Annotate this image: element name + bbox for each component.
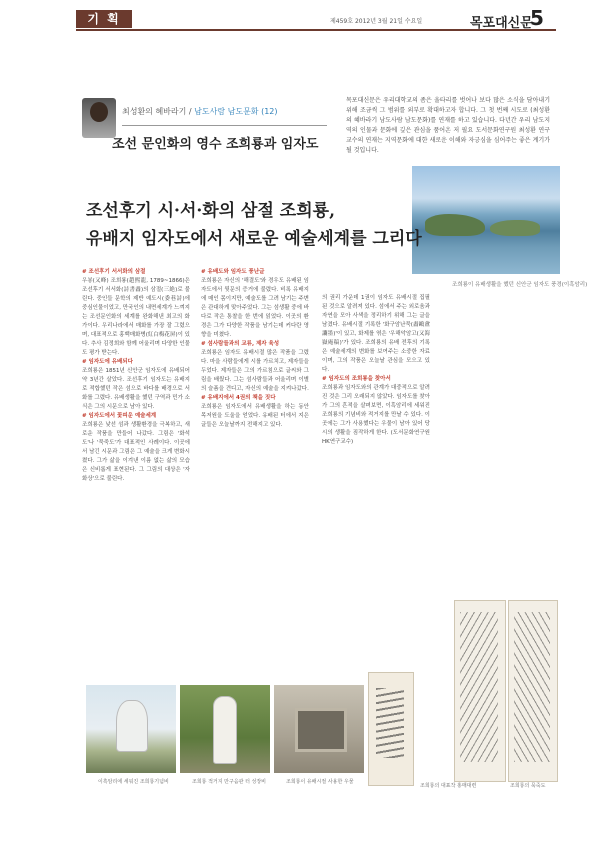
section-heading: # 조선후기 서서화의 삼절	[82, 269, 146, 275]
memorial-stone	[116, 700, 148, 752]
body-column-3	[322, 294, 430, 447]
body-paragraph: 조희룡은 낯선 섬과 생활환경을 극복하고, 새로운 작품을 만들어 나갔다. 그림은 '화석도'나 '묵죽도'가 대표적인 사례이다. 이곳에서 남긴 시문과 그림은 그 예술을 크게 변화시켰다. 그가 삶을 이겨낸 이름 없는 삶의 모습은 신비롭게 표현된다. 그 그림의 대상은 '자화상'으로 불린다.	[82, 422, 190, 482]
site-stone	[213, 696, 237, 764]
banner-caption: 조희룡이 유배생활을 했던 신안군 임자도 풍경(이흑암리)	[452, 282, 588, 288]
series-name: 남도사람 남도문화 (12)	[194, 107, 278, 116]
photo-caption: 조희룡의 묵죽도	[510, 783, 546, 789]
body-paragraph: 조희룡과 임자도와의 관계가 대중적으로 알려진 것은 그리 오래되지 않았다. 임자도를 찾아가 그의 흔적을 살펴보면, 이흑암리에 세워진 조희룡의 기념비와 적거지를 만날 수 있다. 이곳에는 그가 사용했다는 우물이 남아 있어 당시의 생활을 짐작하게 한다. (도서문화연구원 HK연구교수)	[322, 385, 430, 445]
body-paragraph: 조희룡은 1851년 신안군 임자도에 유배되어 약 3년간 살았다. 조선후기 임자도는 유배지로 적합했던 작은 섬으로 바다를 배경으로 서화를 그렸다. 유배생활을 했던 구역과 민가 소식은 그의 시문으로 남아 있다.	[82, 368, 190, 410]
section-heading: # 유배도와 임자도 풍난글	[201, 269, 265, 275]
section-heading: # 임자도에 유배되다	[82, 359, 133, 365]
section-heading: # 임자도에서 꽃피운 예술세계	[82, 413, 157, 419]
well-shape	[295, 708, 347, 752]
body-paragraph: 조희룡은 자신의 '해결도'와 경우도 유배된 임자도에서 뒷문의 증거에 불렸다. 비록 유배지에 매인 몸이지만, 예술도를 그려 남기는 주변은 관대하게 맞아주었다. 그는 섬생활 중에 바다로 작은 통찰을 한 번에 읽었다. 이곳의 환경은 그가 다양한 작품을 남기는데 커다란 영향을 미쳤다.	[201, 278, 309, 338]
island-shape	[490, 220, 540, 236]
column-title: 조선 문인화의 영수 조희룡과 임자도	[112, 137, 319, 152]
body-paragraph: 우봉(又峰) 조희룡(趙熙龍, 1789~1866)은 조선후기 서서화(詩書畵)의 삼절(三絶)로 불린다. 중인들 문학의 제반 예도시(委巷詩)에 중심인물이었고, 만국인의 내면세계가 느껴지는 조선문인화의 세계를 완화해낸 최고의 화가이다. 우리나라에서 매화를 가장 잘 그렸으며, 대표적으로 홍백매화병(紅白梅花屛)이 있다. 추사 김정희와 함께 어울리며 다양한 인물도 평가 받는다.	[82, 278, 190, 356]
series-prefix: 최성환의 혜바라기	[122, 107, 187, 116]
column-series: 최성환의 혜바라기 / 남도사람 남도문화 (12)	[122, 107, 278, 116]
intro-text: 목포대신문은 우리대학교의 좀은 울타리를 벗어나 보다 많은 소식을 담아내기 위해 조금씩 그 범위를 외부로 확대하고자 합니다. 그 첫 번째 시도로 (최성환의 혜바라기 남도사람 남도문화)를 연재를 하고 있습니다. 다년간 우리 남도지역의 인물과 문화에 깊은 관심을 품어온 저 필요 도서문화연구원 최성환 연구교수의 연재는 지역문화에 대한 새로운 이해와 자긍심을 심어주는 좋은 계기가 될 것입니다.	[346, 97, 550, 154]
section-tab	[76, 10, 132, 28]
section-label: 기 획	[87, 12, 121, 26]
photo-caption: 이흑암리에 세워진 조희룡기념비	[98, 779, 169, 785]
body-column-1	[82, 268, 190, 484]
body-paragraph: 의 권리 가운데 1권이 임자도 유배시절 집필된 것으로 알려져 있다. 섬에서 주는 외로움과 자연을 모아 사색을 정리하기 위해 그는 글을 남겼다. 유배시절 기록한 '화구암난묵(畵鷗盦讕墨)'이 있고, 화제를 엮은 '우해악암고(又海嶽庵稿)'가 있다. 조희룡의 유배 전후의 기록은 예술세계의 변화를 보여주는 소중한 자료이며, 그의 작품은 오늘날 관심을 모으고 있다.	[322, 295, 430, 373]
headline-line-2: 유배지 임자도에서 새로운 예술세계를 그리다	[86, 229, 422, 249]
section-heading: # 섬사람들과의 교류, 제자 육성	[201, 341, 280, 347]
body-paragraph: 조희룡은 임자도 유배시절 많은 작품을 그렸다. 마을 사람들에게 시를 가르치고, 제자들을 두었다. 제자들은 그의 가르침으로 글씨와 그림을 배웠다. 그는 섬사람들과 어울리며 이별의 슬픔을 견디고, 자신의 예술을 지켜나갔다.	[201, 350, 309, 392]
column-rule	[122, 125, 327, 126]
bamboo-ink-2	[514, 612, 550, 762]
paper-name: 목포대신문	[470, 16, 533, 31]
photo-caption: 조희룡의 대표작 홍매대련	[420, 783, 477, 789]
plum-ink	[376, 688, 404, 758]
body-paragraph: 조희룡은 임자도에서 유배생활을 하는 동안 목저원을 도울을 얻었다. 유배된 터에서 지은 글들은 오늘날까지 전해지고 있다.	[201, 404, 309, 428]
photo-caption: 조희룡 적거지 만구음관 터 성장비	[192, 779, 266, 785]
section-heading: # 유배지에서 4권의 책을 짓다	[201, 395, 276, 401]
bamboo-ink-1	[460, 612, 498, 762]
headline-line-1: 조선후기 시·서·화의 삼절 조희룡,	[86, 201, 335, 221]
author-photo	[82, 98, 116, 138]
section-heading: # 임자도의 조희룡을 찾아서	[322, 376, 391, 382]
page-number: 5	[530, 6, 544, 30]
issue-info: 제459호 2012년 3월 21일 수요일	[330, 18, 423, 25]
body-column-2	[201, 268, 309, 430]
photo-caption: 조희룡이 유배시절 사용한 우물	[286, 779, 354, 785]
